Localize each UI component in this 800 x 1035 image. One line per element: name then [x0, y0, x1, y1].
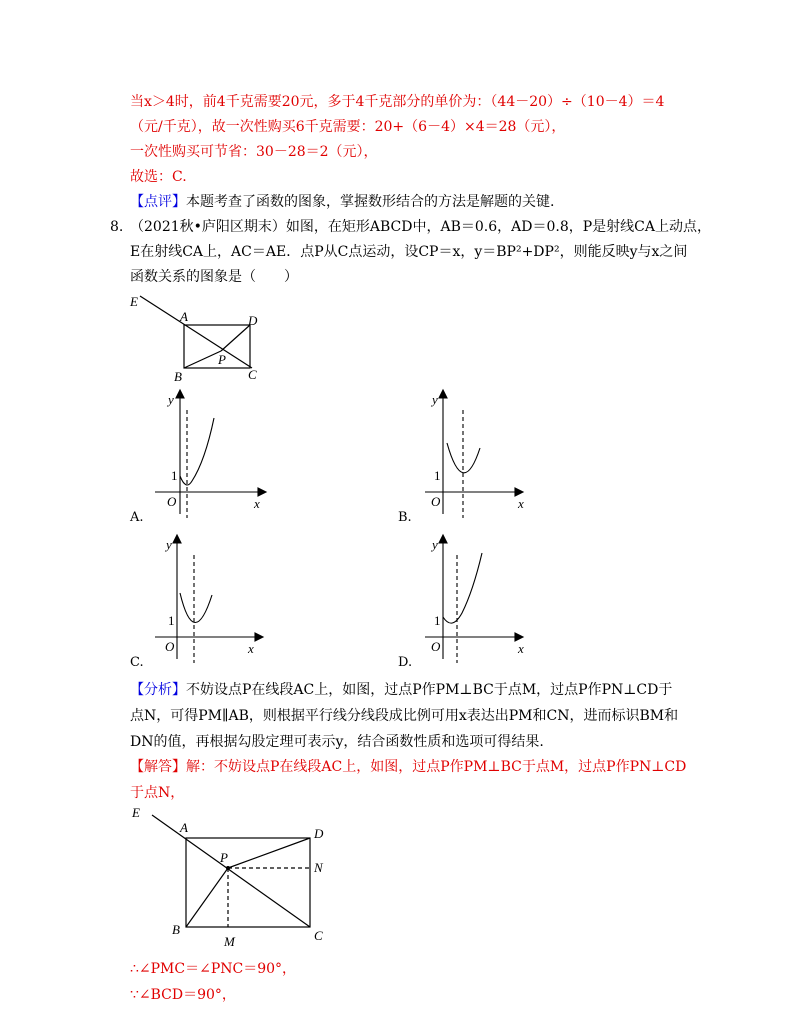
- label-b-large: B: [172, 922, 180, 937]
- label-c-large: C: [314, 928, 323, 943]
- graph-a-one: 1: [171, 468, 178, 483]
- label-p-large: P: [220, 850, 228, 865]
- graph-b-y-label: y: [432, 392, 438, 407]
- label-p: P: [218, 352, 226, 367]
- solution-line-4: 故选：C.: [130, 169, 187, 185]
- label-a: A: [180, 309, 188, 324]
- graph-a-x-label: x: [254, 496, 260, 511]
- label-c: C: [248, 367, 257, 382]
- option-c-label: C.: [130, 655, 144, 670]
- option-d-label: D.: [398, 655, 413, 670]
- solution-line-3: 一次性购买可节省：30－28＝2（元），: [130, 144, 378, 160]
- label-b: B: [174, 369, 182, 384]
- segment-dp-large: [228, 838, 310, 868]
- graph-d-origin: O: [431, 639, 441, 654]
- graph-b-x-label: x: [518, 496, 524, 511]
- question-line-2: E在射线CA上，AC＝AE．点P从C点运动，设CP＝x，y＝BP²+DP²，则能反映y与x之间: [130, 244, 688, 260]
- graph-b-origin: O: [431, 494, 441, 509]
- graph-c-one: 1: [168, 613, 175, 628]
- graph-a-origin: O: [167, 494, 177, 509]
- label-m-large: M: [224, 934, 235, 949]
- question-line-1: （2021秋•庐阳区期末）如图，在矩形ABCD中，AB＝0.6，AD＝0.8，P是射线CA上动点，: [130, 219, 711, 235]
- question-line-3: 函数关系的图象是（ ）: [130, 269, 298, 285]
- label-a-large: A: [180, 820, 188, 835]
- review-tag: 【点评】: [130, 194, 186, 210]
- graph-c-y-label: y: [166, 537, 172, 552]
- answer-text-1: 解：不妨设点P在线段AC上，如图，过点P作PM⊥BC于点M，过点P作PN⊥CD: [186, 759, 687, 775]
- graph-b-one: 1: [434, 468, 441, 483]
- segment-bp-large: [186, 868, 228, 927]
- graph-c-x-label: x: [248, 641, 254, 656]
- review-text: 本题考查了函数的图象，掌握数形结合的方法是解题的关键.: [186, 194, 555, 210]
- solution-line-1: 当x＞4时，前4千克需要20元，多于4千克部分的单价为：（44－20）÷（10－4）＝4: [130, 94, 665, 110]
- label-d-large: D: [314, 826, 324, 841]
- answer-line-2: 于点N，: [130, 785, 185, 801]
- graph-a-y-label: y: [168, 392, 174, 407]
- analysis-line-2: 点N，可得PM∥AB，则根据平行线分线段成比例可用x表达出PM和CN，进而标识BM和: [130, 708, 679, 724]
- option-a-label: A.: [130, 510, 144, 525]
- option-b-label: B.: [398, 510, 412, 525]
- label-d: D: [248, 313, 258, 328]
- solution-line-2: （元/千克），故一次性购买6千克需要：20+（6－4）×4＝28（元），: [130, 119, 566, 135]
- analysis-tag: 【分析】: [130, 682, 186, 698]
- label-e-large: E: [132, 805, 140, 820]
- ray-ce-large: [152, 815, 310, 927]
- label-e: E: [130, 294, 138, 309]
- analysis-line-3: DN的值，再根据勾股定理可表示y，结合函数性质和选项可得结果.: [130, 734, 544, 750]
- question-number: 8.: [110, 219, 124, 235]
- label-n-large: N: [314, 860, 323, 875]
- analysis-text-1: 不妨设点P在线段AC上，如图，过点P作PM⊥BC于点M，过点P作PN⊥CD于: [186, 682, 673, 698]
- step-1: ∴∠PMC＝∠PNC＝90°，: [130, 961, 297, 977]
- graph-d-one: 1: [434, 613, 441, 628]
- graph-c-origin: O: [165, 639, 175, 654]
- step-2: ∵∠BCD＝90°，: [130, 987, 236, 1003]
- graph-d-y-label: y: [432, 537, 438, 552]
- graph-d-x-label: x: [518, 641, 524, 656]
- answer-tag: 【解答】: [130, 759, 186, 775]
